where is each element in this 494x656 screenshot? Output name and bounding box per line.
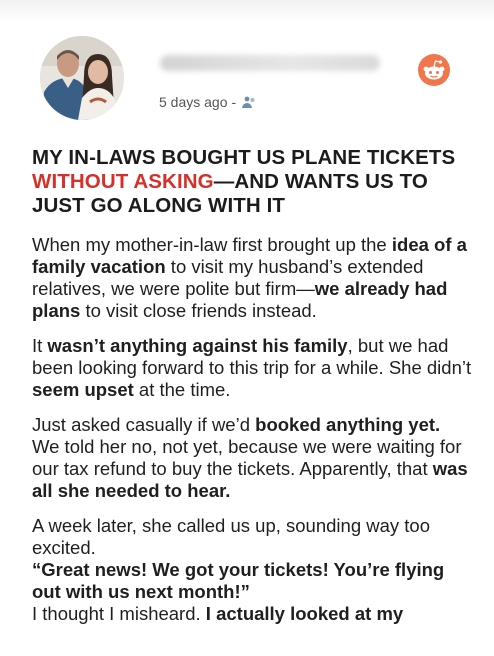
globe-icon [240,95,256,109]
title-part-1: MY IN-LAWS BOUGHT US PLANE TICKETS [32,146,456,169]
paragraph-text: It [32,335,48,356]
paragraph-text: I thought I misheard. [32,603,206,624]
paragraph-text: Just asked casually if we’d [32,414,256,435]
paragraph-text: at the time. [133,379,231,400]
post-title [32,146,472,218]
paragraph-bold: we already had plans [32,278,448,321]
paragraph-bold: I actually looked at my [205,603,404,624]
paragraph-4 [32,515,472,625]
post-time: 5 days ago [159,94,228,110]
paragraph-bold: wasn’t anything against his family [47,335,348,356]
paragraph-2 [32,335,472,401]
avatar[interactable] [40,36,124,120]
post-meta [159,94,256,110]
paragraph-text: We told her no, not yet, because we were waiting for our tax refund to buy the tickets. Apparently, that [32,436,462,479]
meta-separator: - [231,94,237,110]
reddit-logo-icon[interactable] [418,54,450,86]
avatar-photo [40,36,124,120]
reddit-alien-icon [418,54,450,86]
paragraph-bold: was all she needed to hear. [32,458,468,501]
title-part-2: —AND WANTS US TO JUST GO ALONG WITH IT [32,170,428,217]
paragraph-3 [32,414,472,502]
paragraph-bold: booked anything yet. [255,414,441,435]
paragraph-bold: seem upset [32,379,134,400]
title-highlight: WITHOUT ASKING [32,170,214,193]
paragraph-text: to visit my husband’s extended relatives, we were polite but firm— [32,256,424,299]
post-content [32,146,472,625]
paragraph-text: A week later, she called us up, sounding way too excited. [32,515,431,558]
paragraph-1 [32,234,472,322]
quote-text: “Great news! We got your tickets! You’re flying out with us next month!” [32,559,445,602]
post-header [0,0,494,140]
paragraph-bold: idea of a family vacation [32,234,467,277]
paragraph-text: When my mother-in-law first brought up the [32,234,392,255]
author-name-blurred[interactable] [160,55,380,71]
paragraph-text: , but we had been looking forward to this trip for a while. She didn’t [32,335,472,378]
paragraph-text: to visit close friends instead. [80,300,317,321]
